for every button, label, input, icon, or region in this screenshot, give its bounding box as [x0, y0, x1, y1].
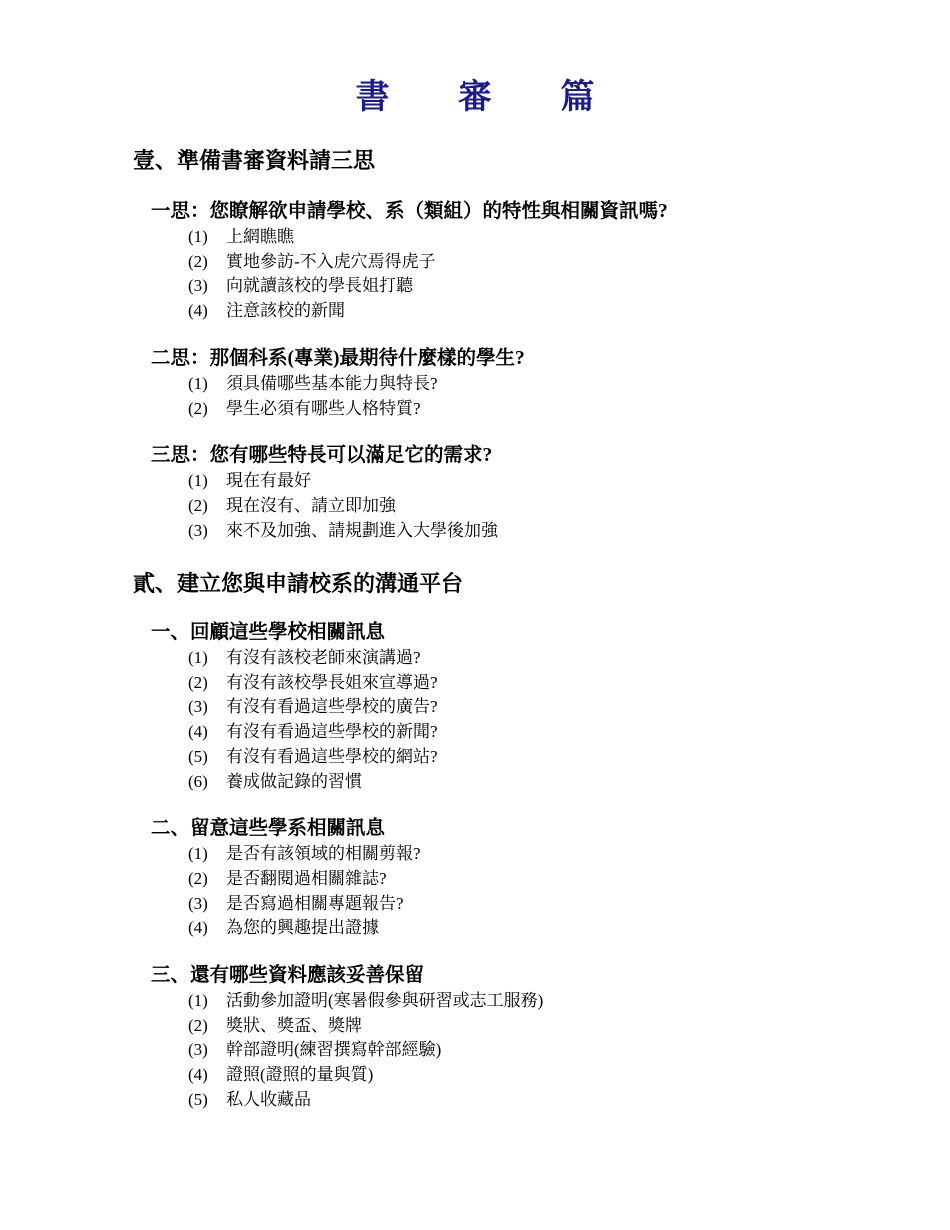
item-number: (1)	[188, 648, 208, 667]
list-item	[188, 299, 893, 324]
list-item	[188, 770, 893, 795]
list-item	[188, 225, 893, 250]
item-number: (2)	[188, 251, 208, 271]
subsection-heading: 二、留意這些學系相關訊息	[151, 818, 386, 840]
item-number: (2)	[188, 672, 208, 692]
item-number: (1)	[188, 373, 208, 393]
item-text: 有沒有該校老師來演講過?	[226, 648, 421, 667]
item-text: 須具備哪些基本能力與特長?	[226, 373, 438, 393]
item-number: (3)	[188, 520, 208, 540]
item-number: (2)	[188, 1015, 208, 1035]
item-list	[133, 842, 893, 941]
list-item	[188, 469, 893, 494]
item-text: 證照(證照的量與質)	[226, 1065, 374, 1085]
item-number: (1)	[188, 991, 208, 1011]
list-item	[188, 646, 893, 671]
section-heading: 壹、準備書審資料請三思	[133, 148, 376, 173]
section-communication	[133, 569, 893, 1113]
list-item	[188, 1088, 893, 1113]
item-list	[133, 989, 893, 1113]
item-number: (2)	[188, 868, 208, 888]
list-item	[188, 989, 893, 1014]
item-text: 現在有最好	[226, 471, 311, 491]
item-number: (3)	[188, 276, 208, 296]
item-text: 是否翻閱過相關雜誌?	[226, 868, 387, 888]
item-number: (4)	[188, 301, 208, 321]
subsection-think-two	[133, 346, 893, 421]
list-item	[188, 720, 893, 745]
item-number: (3)	[188, 697, 208, 717]
item-text: 活動參加證明(寒暑假參與研習或志工服務)	[226, 991, 544, 1011]
item-list	[133, 225, 893, 324]
item-text: 幹部證明(練習撰寫幹部經驗)	[226, 1040, 442, 1060]
subsection-heading: 三思：您有哪些特長可以滿足它的需求?	[151, 445, 493, 467]
subsection-school-info	[133, 620, 893, 794]
list-item	[188, 1063, 893, 1088]
item-list	[133, 469, 893, 543]
item-text: 有沒有看過這些學校的廣告?	[226, 697, 438, 717]
page-title: 書 審 篇	[355, 79, 625, 116]
list-item	[188, 1038, 893, 1063]
subsection-heading: 二思：那個科系(專業)最期待什麼樣的學生?	[151, 347, 525, 369]
subsection-think-three	[133, 443, 893, 543]
list-item	[188, 671, 893, 696]
item-number: (1)	[188, 844, 208, 864]
item-text: 來不及加強、請規劃進入大學後加強	[226, 520, 498, 540]
item-text: 實地參訪-不入虎穴焉得虎子	[226, 251, 436, 271]
item-number: (4)	[188, 1065, 208, 1085]
item-text: 現在沒有、請立即加強	[226, 495, 396, 515]
subsection-think-one	[133, 199, 893, 324]
item-number: (3)	[188, 1040, 208, 1060]
item-text: 為您的興趣提出證據	[226, 918, 379, 938]
list-item	[188, 372, 893, 397]
item-number: (4)	[188, 918, 208, 938]
list-item	[188, 916, 893, 941]
list-item	[188, 867, 893, 892]
item-number: (2)	[188, 495, 208, 515]
list-item	[188, 842, 893, 867]
item-text: 有沒有該校學長姐來宣導過?	[226, 672, 438, 692]
list-item	[188, 494, 893, 519]
item-number: (4)	[188, 722, 208, 742]
list-item	[188, 519, 893, 544]
subsection-heading: 一思：您瞭解欲申請學校、系（類組）的特性與相關資訊嗎?	[151, 201, 668, 222]
item-number: (3)	[188, 893, 208, 913]
list-item	[188, 1014, 893, 1039]
list-item	[188, 397, 893, 422]
item-list	[133, 372, 893, 421]
item-text: 是否寫過相關專題報告?	[226, 893, 404, 913]
list-item	[188, 745, 893, 770]
item-text: 注意該校的新聞	[226, 301, 345, 321]
section-prepare	[133, 146, 893, 543]
subsection-department-info	[133, 816, 893, 941]
item-number: (2)	[188, 398, 208, 418]
item-number: (6)	[188, 771, 208, 791]
list-item	[188, 250, 893, 275]
list-item	[188, 274, 893, 299]
item-number: (5)	[188, 746, 208, 766]
item-text: 向就讀該校的學長姐打聽	[226, 276, 413, 296]
item-text: 有沒有看過這些學校的網站?	[226, 746, 438, 766]
item-text: 獎狀、獎盃、獎牌	[226, 1015, 362, 1035]
item-text: 有沒有看過這些學校的新聞?	[226, 722, 438, 742]
section-heading: 貳、建立您與申請校系的溝通平台	[133, 571, 464, 596]
subsection-heading: 三、還有哪些資料應該妥善保留	[151, 965, 425, 987]
item-number: (5)	[188, 1089, 208, 1109]
item-text: 是否有該領域的相關剪報?	[226, 844, 421, 864]
item-text: 養成做記錄的習慣	[226, 771, 362, 791]
subsection-heading: 一、回顧這些學校相關訊息	[151, 622, 386, 643]
item-list	[133, 646, 893, 794]
item-text: 學生必須有哪些人格特質?	[226, 398, 421, 418]
list-item	[188, 695, 893, 720]
list-item	[188, 892, 893, 917]
item-text: 上網瞧瞧	[226, 227, 294, 246]
item-number: (1)	[188, 471, 208, 491]
item-number: (1)	[188, 227, 208, 246]
item-text: 私人收藏品	[226, 1089, 311, 1109]
subsection-keep-materials	[133, 963, 893, 1113]
